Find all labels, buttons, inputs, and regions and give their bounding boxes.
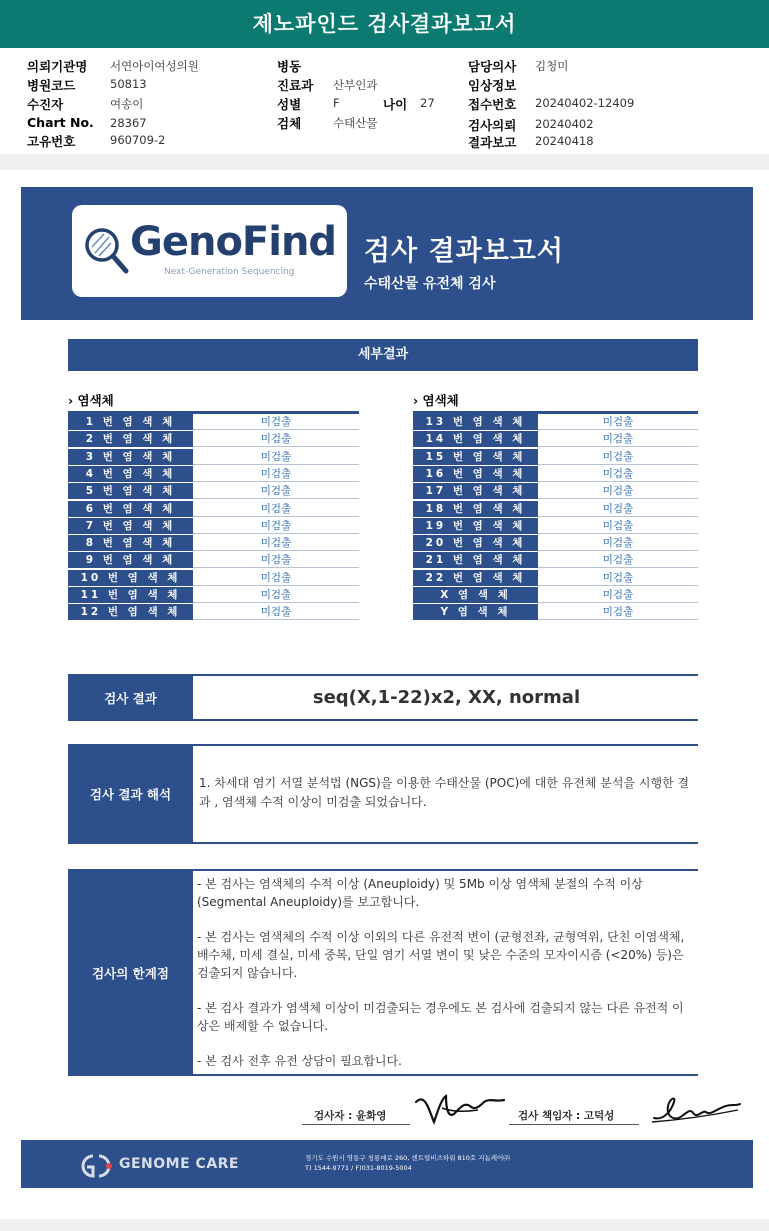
chromosome-result: 미검출 [193, 570, 359, 586]
chromosome-result: 미검출 [538, 587, 698, 603]
limitation-item: - 본 검사 결과가 염색체 이상이 미검출되는 경우에도 본 검사에 검출되지 않는 다른 유전적 이상은 배제할 수 없습니다. [197, 1001, 684, 1033]
dept-label: 진료과 [277, 78, 314, 93]
chromosome-name: 22 번 염 색 체 [413, 570, 538, 586]
hospital-code-label: 병원코드 [27, 78, 76, 93]
interpretation-content [195, 746, 698, 842]
chromosome-row [413, 570, 698, 587]
chromosome-row [413, 431, 698, 448]
chart-label: Chart No. [27, 115, 94, 130]
patient-value: 여송이 [110, 97, 144, 111]
chromosome-name: Y 염 색 체 [413, 604, 538, 620]
logo-tagline: Next-Generation Sequencing [164, 267, 295, 277]
receipt-value: 20240402-12409 [535, 96, 635, 110]
chromosome-result: 미검출 [538, 518, 698, 534]
tester-signature [412, 1088, 508, 1128]
chromosome-row [413, 414, 698, 431]
chromosome-result: 미검출 [538, 570, 698, 586]
footer-address: 경기도 수원시 영통구 청룡매로 260, 센트럴비즈하워 810호 지놈케어㈜ [305, 1154, 510, 1162]
chromosome-row [413, 535, 698, 552]
chromosome-result: 미검출 [538, 483, 698, 499]
chromosome-result: 미검출 [193, 431, 359, 447]
clinical-label: 임상정보 [468, 78, 517, 93]
left-heading-text: 염색체 [77, 393, 114, 408]
dept-value: 산부인과 [333, 78, 378, 92]
sex-value: F [333, 96, 340, 110]
chromosome-name: 1 번 염 색 체 [68, 414, 193, 430]
footer-address-block [305, 1153, 510, 1173]
chromosome-row [68, 518, 359, 535]
report-date-value: 20240418 [535, 134, 594, 148]
chromosome-row [68, 414, 359, 431]
right-column-heading [413, 391, 459, 409]
chromosome-row [68, 501, 359, 518]
banner-subtitle: 수태산물 유전체 검사 [364, 276, 496, 292]
limitation-item: - 본 검사는 염색체의 수적 이상 (Aneuploidy) 및 5Mb 이상 염색체 분절의 수적 이상 (Segmental Aneuploidy)를 보고합니다. [197, 877, 643, 909]
chromosome-result: 미검출 [193, 552, 359, 568]
patient-info [0, 52, 769, 152]
report-title-bar [0, 0, 769, 48]
chromosome-result: 미검출 [193, 449, 359, 465]
chromosome-result: 미검출 [538, 535, 698, 551]
footer-phone: T) 1544-9771 / F)031-8019-5004 [305, 1164, 412, 1172]
request-label: 검사의뢰 [468, 118, 517, 133]
chromosome-result: 미검출 [193, 587, 359, 603]
chromosome-row [68, 535, 359, 552]
chromosome-name: 21 번 염 색 체 [413, 552, 538, 568]
chromosome-name: 5 번 염 색 체 [68, 483, 193, 499]
limitation-item: - 본 검사는 염색체의 수적 이상 이외의 다른 유전적 변이 (균형전좌, 균형역위, 단친 이염색체, 배수체, 미세 결실, 미세 중복, 단일 염기 서열 변이 및 낮은 수준의 모자이시즘 (<20%) 등)은 검출되지 않습니다. [197, 930, 685, 980]
chevron-right-icon: › [413, 393, 419, 408]
chromosome-result: 미검출 [538, 449, 698, 465]
chromosome-name: 15 번 염 색 체 [413, 449, 538, 465]
patient-label: 수진자 [27, 97, 64, 112]
test-result-value: seq(X,1-22)x2, XX, normal [312, 687, 581, 708]
chromosome-result: 미검출 [538, 501, 698, 517]
chromosome-row [68, 431, 359, 448]
chromosome-result: 미검출 [193, 535, 359, 551]
chromosome-name: 14 번 염 색 체 [413, 431, 538, 447]
receipt-label: 접수번호 [468, 97, 517, 112]
chromosome-row [413, 604, 698, 621]
ward-label: 병동 [277, 59, 302, 74]
chromosome-name: 11 번 염 색 체 [68, 587, 193, 603]
details-title [68, 339, 698, 371]
institution-label: 의뢰기관명 [27, 59, 88, 74]
right-heading-text: 염색체 [422, 393, 459, 408]
chromosome-row [68, 552, 359, 569]
banner-title: 검사 결과보고서 [364, 236, 564, 267]
chromosome-result: 미검출 [538, 414, 698, 430]
footer-brand: GENOME CARE [119, 1156, 239, 1172]
limitations-label: 검사의 한계점 [68, 871, 193, 1074]
chromosome-row [413, 587, 698, 604]
chromosome-name: 9 번 염 색 체 [68, 552, 193, 568]
doctor-label: 담당의사 [468, 59, 517, 74]
chromosome-row [68, 587, 359, 604]
chart-value: 28367 [110, 116, 147, 130]
limitations-content [195, 871, 698, 1074]
report-title: 제노파인드 검사결과보고서 [252, 12, 517, 36]
report-date-label: 결과보고 [468, 135, 517, 150]
footer [21, 1140, 753, 1188]
bottom-separator [0, 1219, 769, 1231]
request-value: 20240402 [535, 117, 594, 131]
limitations-box [68, 869, 698, 1076]
hospital-code-value: 50813 [110, 77, 147, 91]
genome-care-logo-icon [75, 1152, 119, 1180]
genofind-logo [72, 205, 347, 297]
chromosome-result: 미검출 [193, 518, 359, 534]
chromosome-name: 12 번 염 색 체 [68, 604, 193, 620]
chromosome-result: 미검출 [538, 552, 698, 568]
responsible-name: 검사 책임자 : 고덕성 [518, 1110, 615, 1122]
chromosome-result: 미검출 [193, 414, 359, 430]
separator [0, 154, 769, 170]
chromosome-result: 미검출 [538, 604, 698, 620]
test-result-label: 검사 결과 [68, 676, 193, 719]
age-value: 27 [420, 96, 435, 110]
chromosome-name: 3 번 염 색 체 [68, 449, 193, 465]
chromosome-row [68, 466, 359, 483]
id-label: 고유번호 [27, 134, 76, 149]
chromosome-row [68, 483, 359, 500]
responsible-signature [648, 1092, 744, 1128]
test-result-box [68, 674, 698, 721]
chromosome-result: 미검출 [193, 501, 359, 517]
test-result-content [195, 676, 698, 719]
interpretation-text: 1. 차세대 염기 서열 분석법 (NGS)을 이용한 수태산물 (POC)에 대한 유전체 분석을 시행한 결과 , 염색체 수적 이상이 미검출 되었습니다. [199, 776, 690, 809]
chromosome-name: 13 번 염 색 체 [413, 414, 538, 430]
chromosome-row [413, 518, 698, 535]
magnifier-icon [80, 221, 134, 281]
chromosome-row [413, 449, 698, 466]
report-banner [21, 187, 753, 320]
chromosome-name: 19 번 염 색 체 [413, 518, 538, 534]
chromosome-name: 18 번 염 색 체 [413, 501, 538, 517]
chromosome-result: 미검출 [193, 604, 359, 620]
chromosome-name: 7 번 염 색 체 [68, 518, 193, 534]
details-title-text: 세부결과 [357, 347, 409, 362]
chromosome-name: 8 번 염 색 체 [68, 535, 193, 551]
chromosome-row [413, 552, 698, 569]
chromosome-row [413, 466, 698, 483]
chromosome-row [413, 501, 698, 518]
chromosome-result: 미검출 [538, 431, 698, 447]
chromosome-name: 4 번 염 색 체 [68, 466, 193, 482]
interpretation-box [68, 744, 698, 844]
responsible-signature-line [509, 1124, 639, 1125]
tester-signature-line [302, 1124, 410, 1125]
chromosome-name: X 염 색 체 [413, 587, 538, 603]
logo-wordmark: GenoFind [130, 219, 337, 265]
institution-value: 서연아이여성의원 [110, 59, 199, 73]
chromosome-name: 6 번 염 색 체 [68, 501, 193, 517]
chromosome-result: 미검출 [538, 466, 698, 482]
chromosome-name: 17 번 염 색 체 [413, 483, 538, 499]
limitation-item: - 본 검사 전후 유전 상담이 필요합니다. [197, 1054, 402, 1068]
specimen-label: 검체 [277, 116, 302, 131]
interpretation-label: 검사 결과 해석 [68, 746, 193, 842]
chevron-right-icon: › [68, 393, 74, 408]
left-column-heading [68, 391, 114, 409]
chromosome-name: 2 번 염 색 체 [68, 431, 193, 447]
chromosome-name: 10 번 염 색 체 [68, 570, 193, 586]
chromosome-row [68, 449, 359, 466]
tester-name: 검사자 : 윤화영 [314, 1110, 387, 1122]
chromosome-result: 미검출 [193, 483, 359, 499]
chromosome-name: 20 번 염 색 체 [413, 535, 538, 551]
chromosome-name: 16 번 염 색 체 [413, 466, 538, 482]
chromosome-row [68, 570, 359, 587]
chromosome-row [68, 604, 359, 621]
chromosome-result: 미검출 [193, 466, 359, 482]
doctor-value: 김청미 [535, 59, 569, 73]
chromosome-row [413, 483, 698, 500]
specimen-value: 수태산물 [333, 116, 378, 130]
sex-label: 성별 [277, 97, 302, 112]
id-value: 960709-2 [110, 133, 166, 147]
age-label: 나이 [383, 97, 408, 112]
